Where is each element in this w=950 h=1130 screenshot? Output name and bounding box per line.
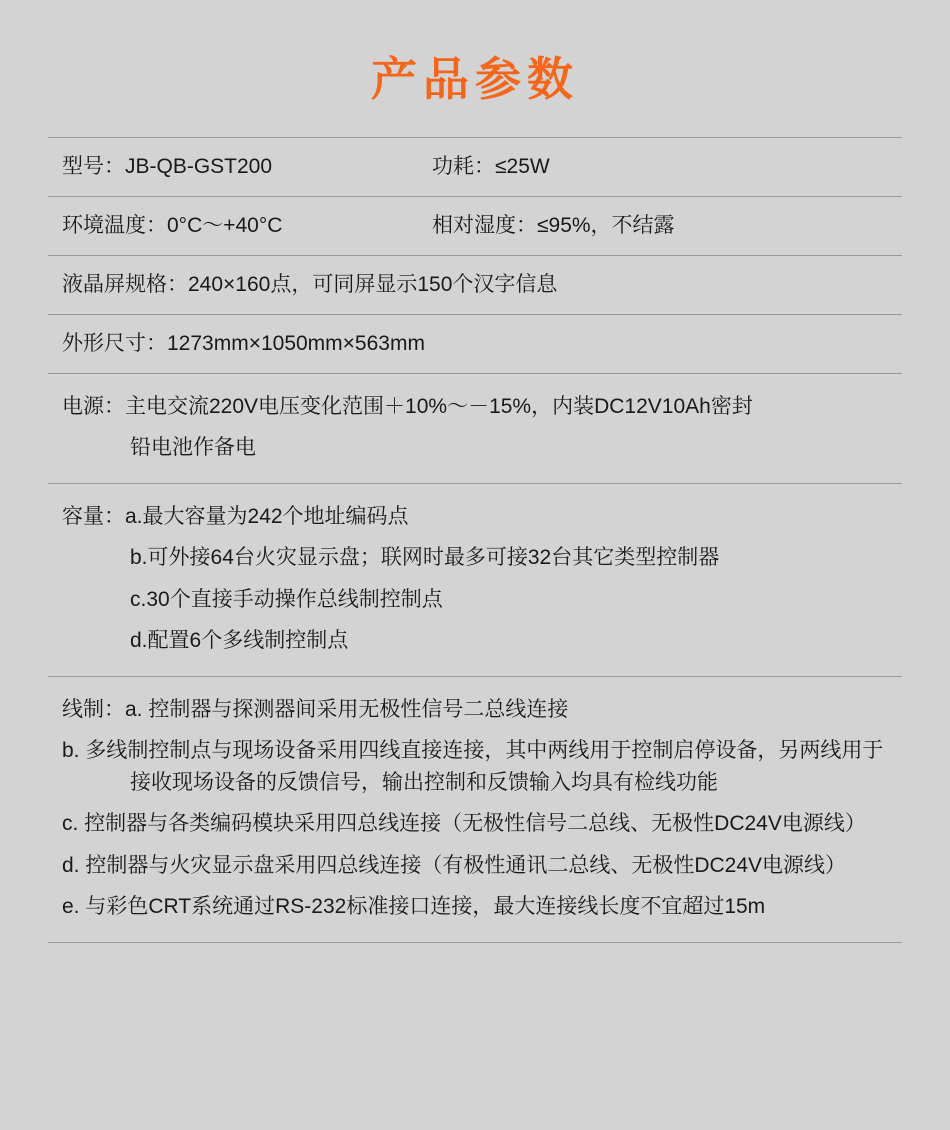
row-wiring (48, 677, 902, 942)
spec-table (48, 137, 902, 943)
power-supply-line-1: 电源：主电交流220V电压变化范围＋10%～－15%，内装DC12V10Ah密封 (62, 394, 753, 418)
temperature-label: 环境温度：0°C～+40°C (62, 214, 283, 238)
wiring-line-e: e. 与彩色CRT系统通过RS-232标准接口连接，最大连接线长度不宜超过15m (62, 895, 766, 919)
capacity-line-b: b.可外接64台火灾显示盘；联网时最多可接32台其它类型控制器 (130, 546, 720, 570)
table-row (48, 196, 902, 255)
capacity-line-c: c.30个直接手动操作总线制控制点 (130, 587, 443, 611)
row-dimensions: 外形尺寸：1273mm×1050mm×563mm (62, 331, 425, 355)
capacity-line-d: d.配置6个多线制控制点 (130, 629, 349, 653)
table-row (48, 314, 902, 373)
table-row (48, 137, 902, 196)
wiring-line-d: d. 控制器与火灾显示盘采用四总线连接（有极性通讯二总线、无极性DC24V电源线） (62, 853, 847, 877)
model-label: 型号：JB-QB-GST200 (62, 155, 273, 179)
power-label: 功耗：≤25W (432, 155, 550, 179)
table-row (48, 676, 902, 943)
capacity-line-a: 容量：a.最大容量为242个地址编码点 (62, 504, 409, 528)
row-capacity (48, 484, 902, 676)
page-title: 产品参数 (371, 53, 579, 105)
row-power-supply (48, 374, 902, 483)
table-row (48, 255, 902, 314)
row-lcd-spec: 液晶屏规格：240×160点，可同屏显示150个汉字信息 (62, 273, 558, 296)
humidity-label: 相对湿度：≤95%，不结露 (432, 214, 675, 238)
wiring-line-a: 线制：a. 控制器与探测器间采用无极性信号二总线连接 (62, 697, 569, 721)
wiring-line-b: b. 多线制控制点与现场设备采用四线直接连接，其中两线用于控制启停设备，另两线用于接收现场设备的反馈信号，输出控制和反馈输入均具有检线功能 (62, 739, 884, 794)
row-model-power (48, 138, 902, 196)
table-row (48, 483, 902, 676)
table-row (48, 373, 902, 483)
power-supply-line-2: 铅电池作备电 (130, 436, 256, 460)
wiring-line-c: c. 控制器与各类编码模块采用四总线连接（无极性信号二总线、无极性DC24V电源线） (62, 812, 866, 836)
row-temp-humidity (48, 197, 902, 255)
